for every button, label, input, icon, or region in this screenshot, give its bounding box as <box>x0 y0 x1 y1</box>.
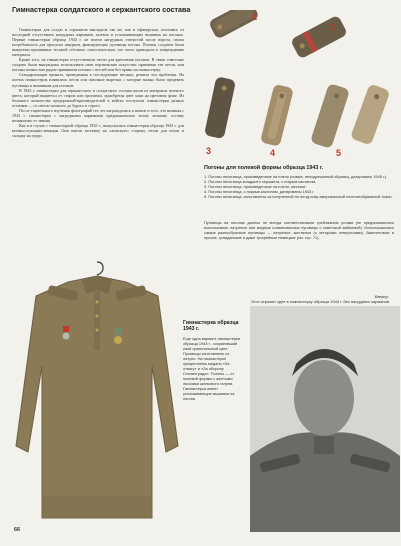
buttons-note: Пуговицы на погонах далеко не всегда соответствовали требованию устава (не предписывалось использовать латунные или медные штампованные пуговицы с советской эмблемой). Использовались самые разнообразные пуговицы — латунные, жестяные (с четырьмя отверстиями), бакелитовые и прочие, гражданские и даже трофейные немецкие (см. стр. 71) <box>204 220 394 240</box>
epaulette-number-3: 3 <box>206 146 212 156</box>
tunic-caption-title: Гимнастерка образца 1943 г. <box>183 320 239 332</box>
section-heading: Гимнастерка солдатского и сержантского состава <box>12 5 191 14</box>
caption-item: 4. Погоны пехотинца, с покрыв кастином, датированы 1943 г. <box>204 189 315 194</box>
epaulette-3 <box>204 76 236 139</box>
epaulette-number-4: 4 <box>270 148 276 158</box>
caption-item: 5. Погоны пехотинца, изготовлены из полученной по ленд-лизу американской хлопчатобумажной ткани. <box>204 194 393 199</box>
page-number: 66 <box>14 527 21 533</box>
epaulettes-illustration <box>190 10 395 160</box>
caption-item: 2. Погоны пехотинца-младшего сержанта, с покрыв кастином. <box>204 179 317 184</box>
caption-list <box>204 174 394 199</box>
intro-paragraph: После тщательного изучения фотографий тех лет награждались в начале и того, что начиная с 1943 г. гимнастерка с нагрудными карманами предназначалась всему личному составу независимо от звания. <box>12 107 184 123</box>
tunic-caption-text: Еще одна вариант гимнастерки образца 1943 г., сохранивший свой оригинальный цвет. Пуговицы изготовлены из латуни. На гимнастерке прикреплены медали «За отвагу» и «За оборону Сталинграда». Погоны — от полевой формы с желтыми лычками шелкового галуна. Гимнастерка имеет успокаивающие вышивки на погона <box>183 336 240 401</box>
portrait-caption-label: Вверху: <box>374 294 389 299</box>
portrait-caption <box>239 294 389 304</box>
epaulette-number-1: 1 <box>252 12 258 22</box>
epaulette-2 <box>290 15 348 60</box>
epaulette-4 <box>260 84 294 147</box>
epaulette-6 <box>350 83 391 145</box>
intro-text <box>12 27 184 138</box>
soldier-portrait-photo <box>250 306 400 532</box>
caption-title: Погоны для полевой формы образца 1943 г. <box>204 165 324 171</box>
epaulette-number-2: 2 <box>330 22 336 32</box>
epaulette-5 <box>310 83 350 149</box>
intro-paragraph: Кроме того, на гимнастерке отсутствовали петли для крепления погонов. В связи советские солдаты были вынуждены использовать свои портновские искусства: пришивая эти петли, или погоны полностью рядом пришивали погоны с петлей или без прямо на гимнастерку. <box>12 57 184 73</box>
epaulettes-photo <box>190 10 395 160</box>
intro-paragraph: Как и в случае с гимнастеркой образца 1935 г., выпускались гимнастерки образца 1943 г. для военнослужащих-женщин. Они имели застежку на «женскую» сторону, петли для погон и складку на груди. <box>12 122 184 138</box>
intro-paragraph: В 1943 г. гимнастерки для сержантского и солдатского состава шили из материала зеленого цвета, который выцветал от стирок или пропитки, приобретая цвет хаки на цветовом фоне. Из большого количества предприятий-производителей в войска поступали гимнастерки разных оттенков — от светло-зеленого до бурого и серого. <box>12 87 184 108</box>
portrait-caption-text: Этот сержант одет в гимнастерку образца 1943 г. без нагрудных карманов <box>250 299 389 304</box>
intro-paragraph: Стандартизация приказа, проведенная в последующие месяцы, решила эти проблемы. На плечах гимнастерок появились петли или сквозные вырезки, с которые можно было продевать пуговицы к вышивкам для погонов. <box>12 72 184 88</box>
tunic-photo <box>8 256 186 524</box>
caption-item: 3. Погоны пехотинца, произведенные на плечо, жесткие. <box>204 184 307 189</box>
caption-item: 1. Погоны пехотинца, произведенные на плечо (новые, неподрезанный образец, датировано 1945 г.). <box>204 174 388 179</box>
epaulette-number-5: 5 <box>336 148 342 158</box>
intro-paragraph: Гимнастерка для солдат и сержантов выглядела так же, как и офицерская, отличаясь от последней отсутствием нагрудных карманов, шлевок и успокаивающих вышивок на погонах. Первые гимнастерки образца 1943 г. не имели нагрудных отверстий после ворота, своим потребовалось для пропуска шнурков, фиксирующих пуговицы погона. Погоны солдатов были выкроены пришивные тесьмой стёганые, самостоятельно, что часто приводило к повреждению материала. <box>12 27 184 58</box>
